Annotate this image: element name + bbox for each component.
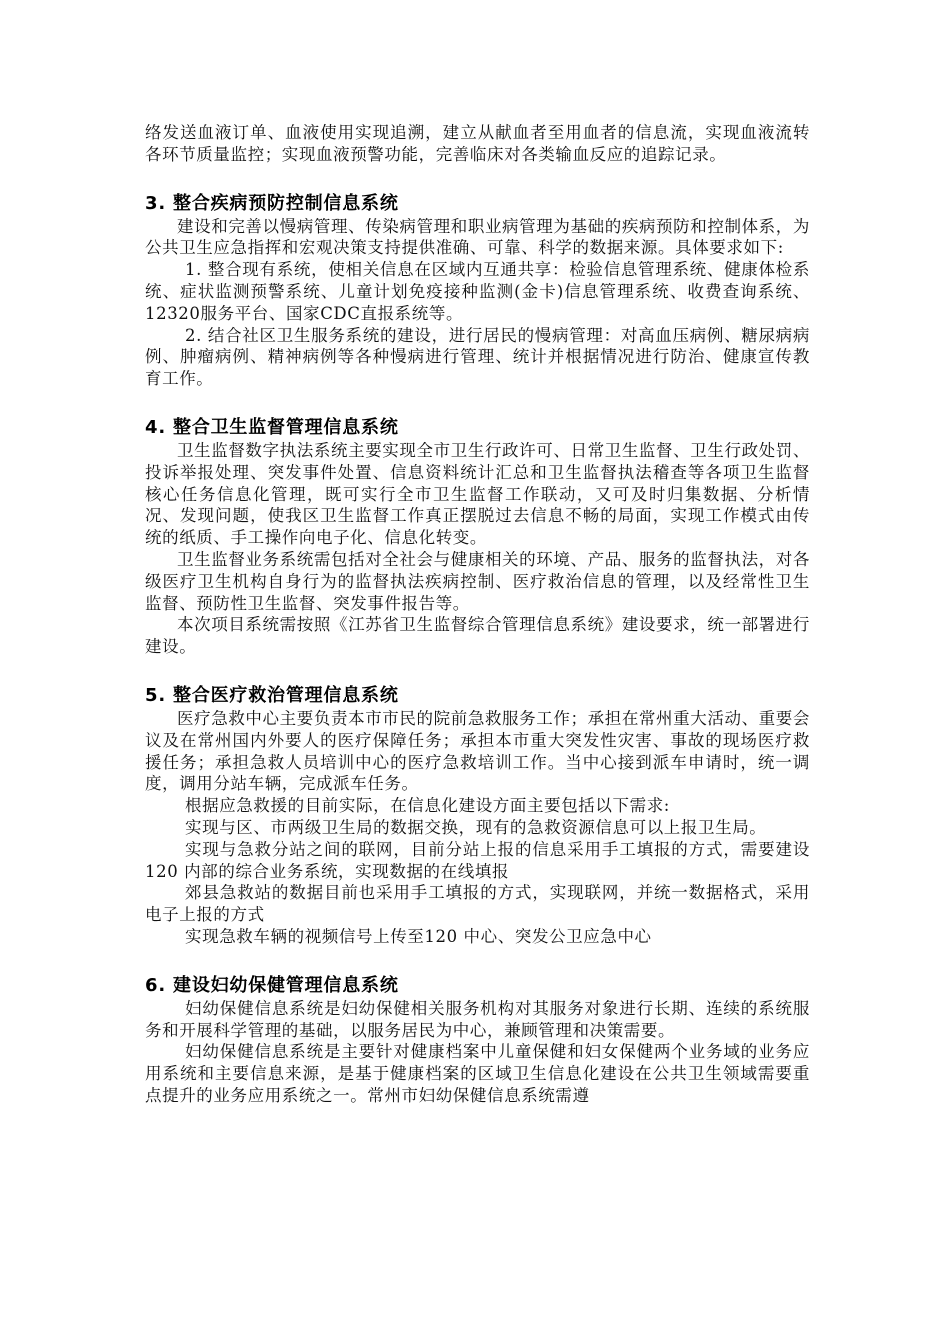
section-3-paragraph-1: 建设和完善以慢病管理、传染病管理和职业病管理为基础的疾病预防和控制体系，为公共卫生应急指挥和宏观决策支持提供准确、可靠、科学的数据来源。具体要求如下: <box>145 216 810 258</box>
section-6-heading: 6. 建设妇幼保健管理信息系统 <box>145 974 399 996</box>
document-page <box>145 122 810 1107</box>
section-3-heading: 3. 整合疾病预防控制信息系统 <box>145 192 399 214</box>
section-5-paragraph-6: 实现急救车辆的视频信号上传至120 中心、突发公卫应急中心 <box>185 926 652 946</box>
section-3-paragraph-3: 2. 结合社区卫生服务系统的建设，进行居民的慢病管理：对高血压病例、糖尿病病例、肿瘤病例、精神病例等各种慢病进行管理、统计并根据情况进行防治、健康宣传教育工作。 <box>145 325 810 389</box>
section-5-paragraph-5: 郊县急救站的数据目前也采用手工填报的方式，实现联网，并统一数据格式，采用电子上报的方式 <box>145 883 810 925</box>
section-3-paragraph-2: 1. 整合现有系统，使相关信息在区域内互通共享：检验信息管理系统、健康体检系统、症状监测预警系统、儿童计划免疫接种监测(金卡)信息管理系统、收费查询系统、12320服务平台、国家CDC直报系统等。 <box>145 260 810 323</box>
intro-paragraph: 络发送血液订单、血液使用实现追溯，建立从献血者至用血者的信息流，实现血液流转各环节质量监控；实现血液预警功能，完善临床对各类输血反应的追踪记录。 <box>145 123 810 164</box>
section-5-paragraph-1: 医疗急救中心主要负责本市市民的院前急救服务工作；承担在常州重大活动、重要会议及在常州国内外要人的医疗保障任务；承担本市重大突发性灾害、事故的现场医疗救援任务；承担急救人员培训中心的医疗急救培训工作。当中心接到派车申请时，统一调度，调用分站车辆，完成派车任务。 <box>145 708 810 794</box>
section-6-paragraph-1: 妇幼保健信息系统是妇幼保健相关服务机构对其服务对象进行长期、连续的系统服务和开展科学管理的基础，以服务居民为中心，兼顾管理和决策需要。 <box>145 998 810 1040</box>
section-4-heading: 4. 整合卫生监督管理信息系统 <box>145 416 399 438</box>
section-5-paragraph-2: 根据应急救援的目前实际，在信息化建设方面主要包括以下需求: <box>185 796 670 816</box>
section-6-paragraph-2: 妇幼保健信息系统是主要针对健康档案中儿童保健和妇女保健两个业务域的业务应用系统和主要信息来源，是基于健康档案的区域卫生信息化建设在公共卫生领域需要重点提升的业务应用系统之一。常州市妇幼保健信息系统需遵 <box>145 1042 810 1105</box>
section-5-paragraph-4: 实现与急救分站之间的联网，目前分站上报的信息采用手工填报的方式，需要建设120 内部的综合业务系统，实现数据的在线填报 <box>145 839 810 881</box>
section-4-paragraph-1: 卫生监督数字执法系统主要实现全市卫生行政许可、日常卫生监督、卫生行政处罚、投诉举报处理、突发事件处置、信息资料统计汇总和卫生监督执法稽查等各项卫生监督核心任务信息化管理，既可实行全市卫生监督工作联动，又可及时归集数据、分析情况、发现问题，使我区卫生监督工作真正摆脱过去信息不畅的局面，实现工作模式由传统的纸质、手工操作向电子化、信息化转变。 <box>145 440 810 548</box>
section-5-heading: 5. 整合医疗救治管理信息系统 <box>145 684 399 706</box>
section-4-paragraph-3: 本次项目系统需按照《江苏省卫生监督综合管理信息系统》建设要求，统一部署进行建设。 <box>145 615 810 657</box>
section-5-paragraph-3: 实现与区、市两级卫生局的数据交换，现有的急救资源信息可以上报卫生局。 <box>185 817 767 837</box>
section-4-paragraph-2: 卫生监督业务系统需包括对全社会与健康相关的环境、产品、服务的监督执法，对各级医疗卫生机构自身行为的监督执法疾病控制、医疗救治信息的管理，以及经常性卫生监督、预防性卫生监督、突发事件报告等。 <box>145 549 810 613</box>
